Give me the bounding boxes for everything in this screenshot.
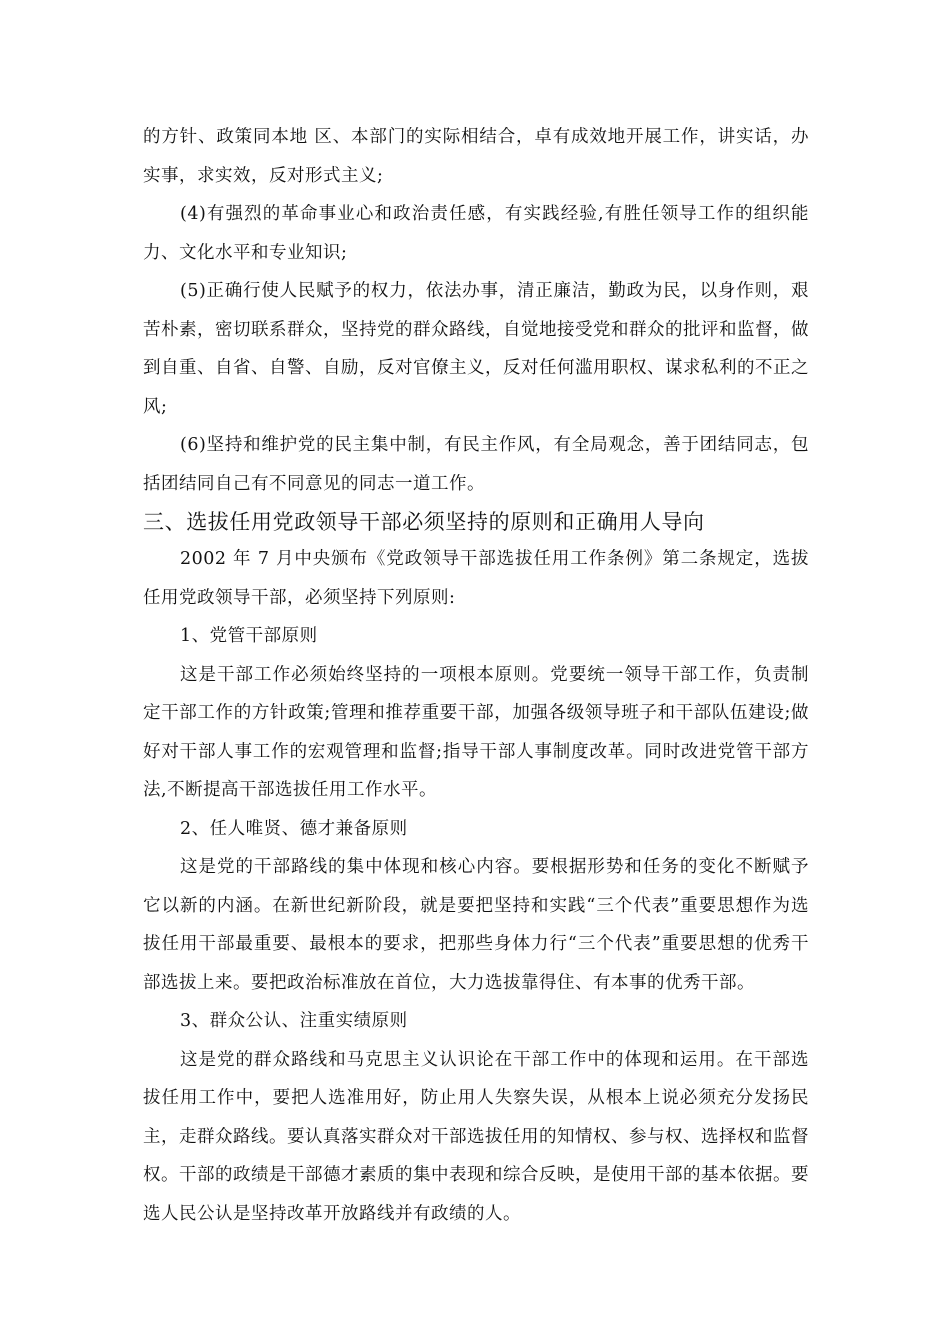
paragraph-item-4: (4)有强烈的革命事业心和政治责任感，有实践经验,有胜任领导工作的组织能力、文化水平和专业知识; <box>143 204 809 263</box>
principle-body-1: 这是干部工作必须始终坚持的一项根本原则。党要统一领导干部工作，负责制定干部工作的方针政策;管理和推荐重要干部，加强各级领导班子和干部队伍建设;做好对干部人事工作的宏观管理和监督;指导干部人事制度改革。同时改进党管干部方法,不断提高干部选拔任用工作水平。 <box>143 664 809 800</box>
principle-body-2: 这是党的干部路线的集中体现和核心内容。要根据形势和任务的变化不断赋予它以新的内涵。在新世纪新阶段，就是要把坚持和实践“三个代表”重要思想作为选拔任用干部最重要、最根本的要求，把那些身体力行“三个代表”重要思想的优秀干部选拔上来。要把政治标准放在首位，大力选拔靠得住、有本事的优秀干部。 <box>143 857 809 993</box>
paragraph-intro: 2002 年 7 月中央颁布《党政领导干部选拔任用工作条例》第二条规定，选拔任用党政领导干部，必须坚持下列原则: <box>143 549 809 608</box>
paragraph-item-6: (6)坚持和维护党的民主集中制，有民主作风，有全局观念，善于团结同志，包括团结同自己有不同意见的同志一道工作。 <box>143 435 809 494</box>
section-heading: 三、选拔任用党政领导干部必须坚持的原则和正确用人导向 <box>143 510 705 534</box>
principle-heading-3: 3、群众公认、注重实绩原则 <box>180 1011 408 1031</box>
principle-heading-1: 1、党管干部原则 <box>180 626 318 646</box>
principle-body-3: 这是党的群众路线和马克思主义认识论在干部工作中的体现和运用。在干部选拔任用工作中，要把人选准用好，防止用人失察失误，从根本上说必须充分发扬民主，走群众路线。要认真落实群众对干部选拔任用的知情权、参与权、选择权和监督权。干部的政绩是干部德才素质的集中表现和综合反映，是使用干部的基本依据。要选人民公认是坚持改革开放路线并有政绩的人。 <box>143 1049 809 1224</box>
principle-heading-2: 2、任人唯贤、德才兼备原则 <box>180 818 408 839</box>
document-body <box>143 118 809 1233</box>
paragraph-continuation: 的方针、政策同本地 区、本部门的实际相结合，卓有成效地开展工作，讲实话，办实事，求实效，反对形式主义; <box>143 127 809 186</box>
paragraph-item-5: (5)正确行使人民赋予的权力，依法办事，清正廉洁，勤政为民，以身作则，艰苦朴素，密切联系群众，坚持党的群众路线，自觉地接受党和群众的批评和监督，做到自重、自省、自警、自励，反对官僚主义，反对任何滥用职权、谋求私利的不正之风; <box>143 281 809 417</box>
